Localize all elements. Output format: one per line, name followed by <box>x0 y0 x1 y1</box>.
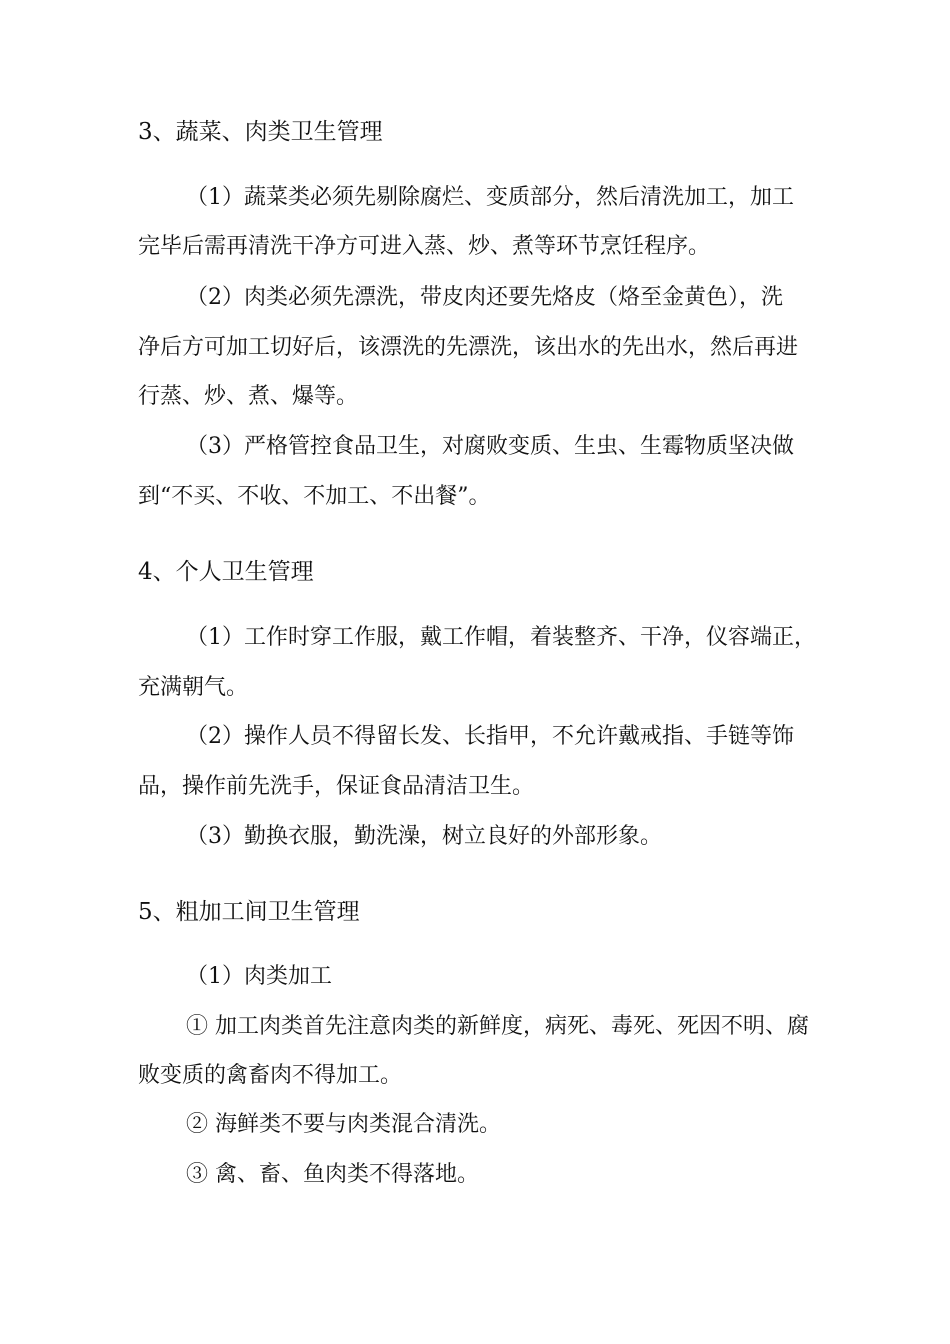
paragraph-line: （1）肉类加工 <box>186 964 332 989</box>
paragraph-line: （1）工作时穿工作服，戴工作帽，着装整齐、干净，仪容端正， <box>186 625 816 650</box>
paragraph-line: 品，操作前先洗手，保证食品清洁卫生。 <box>138 774 535 799</box>
paragraph-line: （3）严格管控食品卫生，对腐败变质、生虫、生霉物质坚决做 <box>186 434 794 459</box>
paragraph-line: （1）蔬菜类必须先剔除腐烂、变质部分，然后清洗加工，加工 <box>186 185 794 210</box>
paragraph-line: （2）肉类必须先漂洗，带皮肉还要先烙皮（烙至金黄色），洗 <box>186 285 783 310</box>
paragraph-line: ③ 禽、畜、鱼肉类不得落地。 <box>186 1162 479 1187</box>
paragraph-line: 到“不买、不收、不加工、不出餐”。 <box>138 484 491 509</box>
section-heading: 4、个人卫生管理 <box>138 559 314 585</box>
paragraph-line: 行蒸、炒、煮、爆等。 <box>138 384 359 409</box>
paragraph-line: 净后方可加工切好后，该漂洗的先漂洗，该出水的先出水，然后再进 <box>138 335 799 360</box>
section-heading: 5、粗加工间卫生管理 <box>138 899 360 925</box>
paragraph-line: 充满朝气。 <box>138 675 249 700</box>
section-heading: 3、蔬菜、肉类卫生管理 <box>138 119 383 145</box>
paragraph-line: 败变质的禽畜肉不得加工。 <box>138 1063 403 1088</box>
paragraph-line: （3）勤换衣服，勤洗澡，树立良好的外部形象。 <box>186 824 662 849</box>
paragraph-line: （2）操作人员不得留长发、长指甲，不允许戴戒指、手链等饰 <box>186 724 794 749</box>
paragraph-line: 完毕后需再清洗干净方可进入蒸、炒、煮等环节烹饪程序。 <box>138 234 711 259</box>
paragraph-line: ② 海鲜类不要与肉类混合清洗。 <box>186 1112 501 1137</box>
paragraph-line: ① 加工肉类首先注意肉类的新鲜度，病死、毒死、死因不明、腐 <box>186 1014 809 1039</box>
